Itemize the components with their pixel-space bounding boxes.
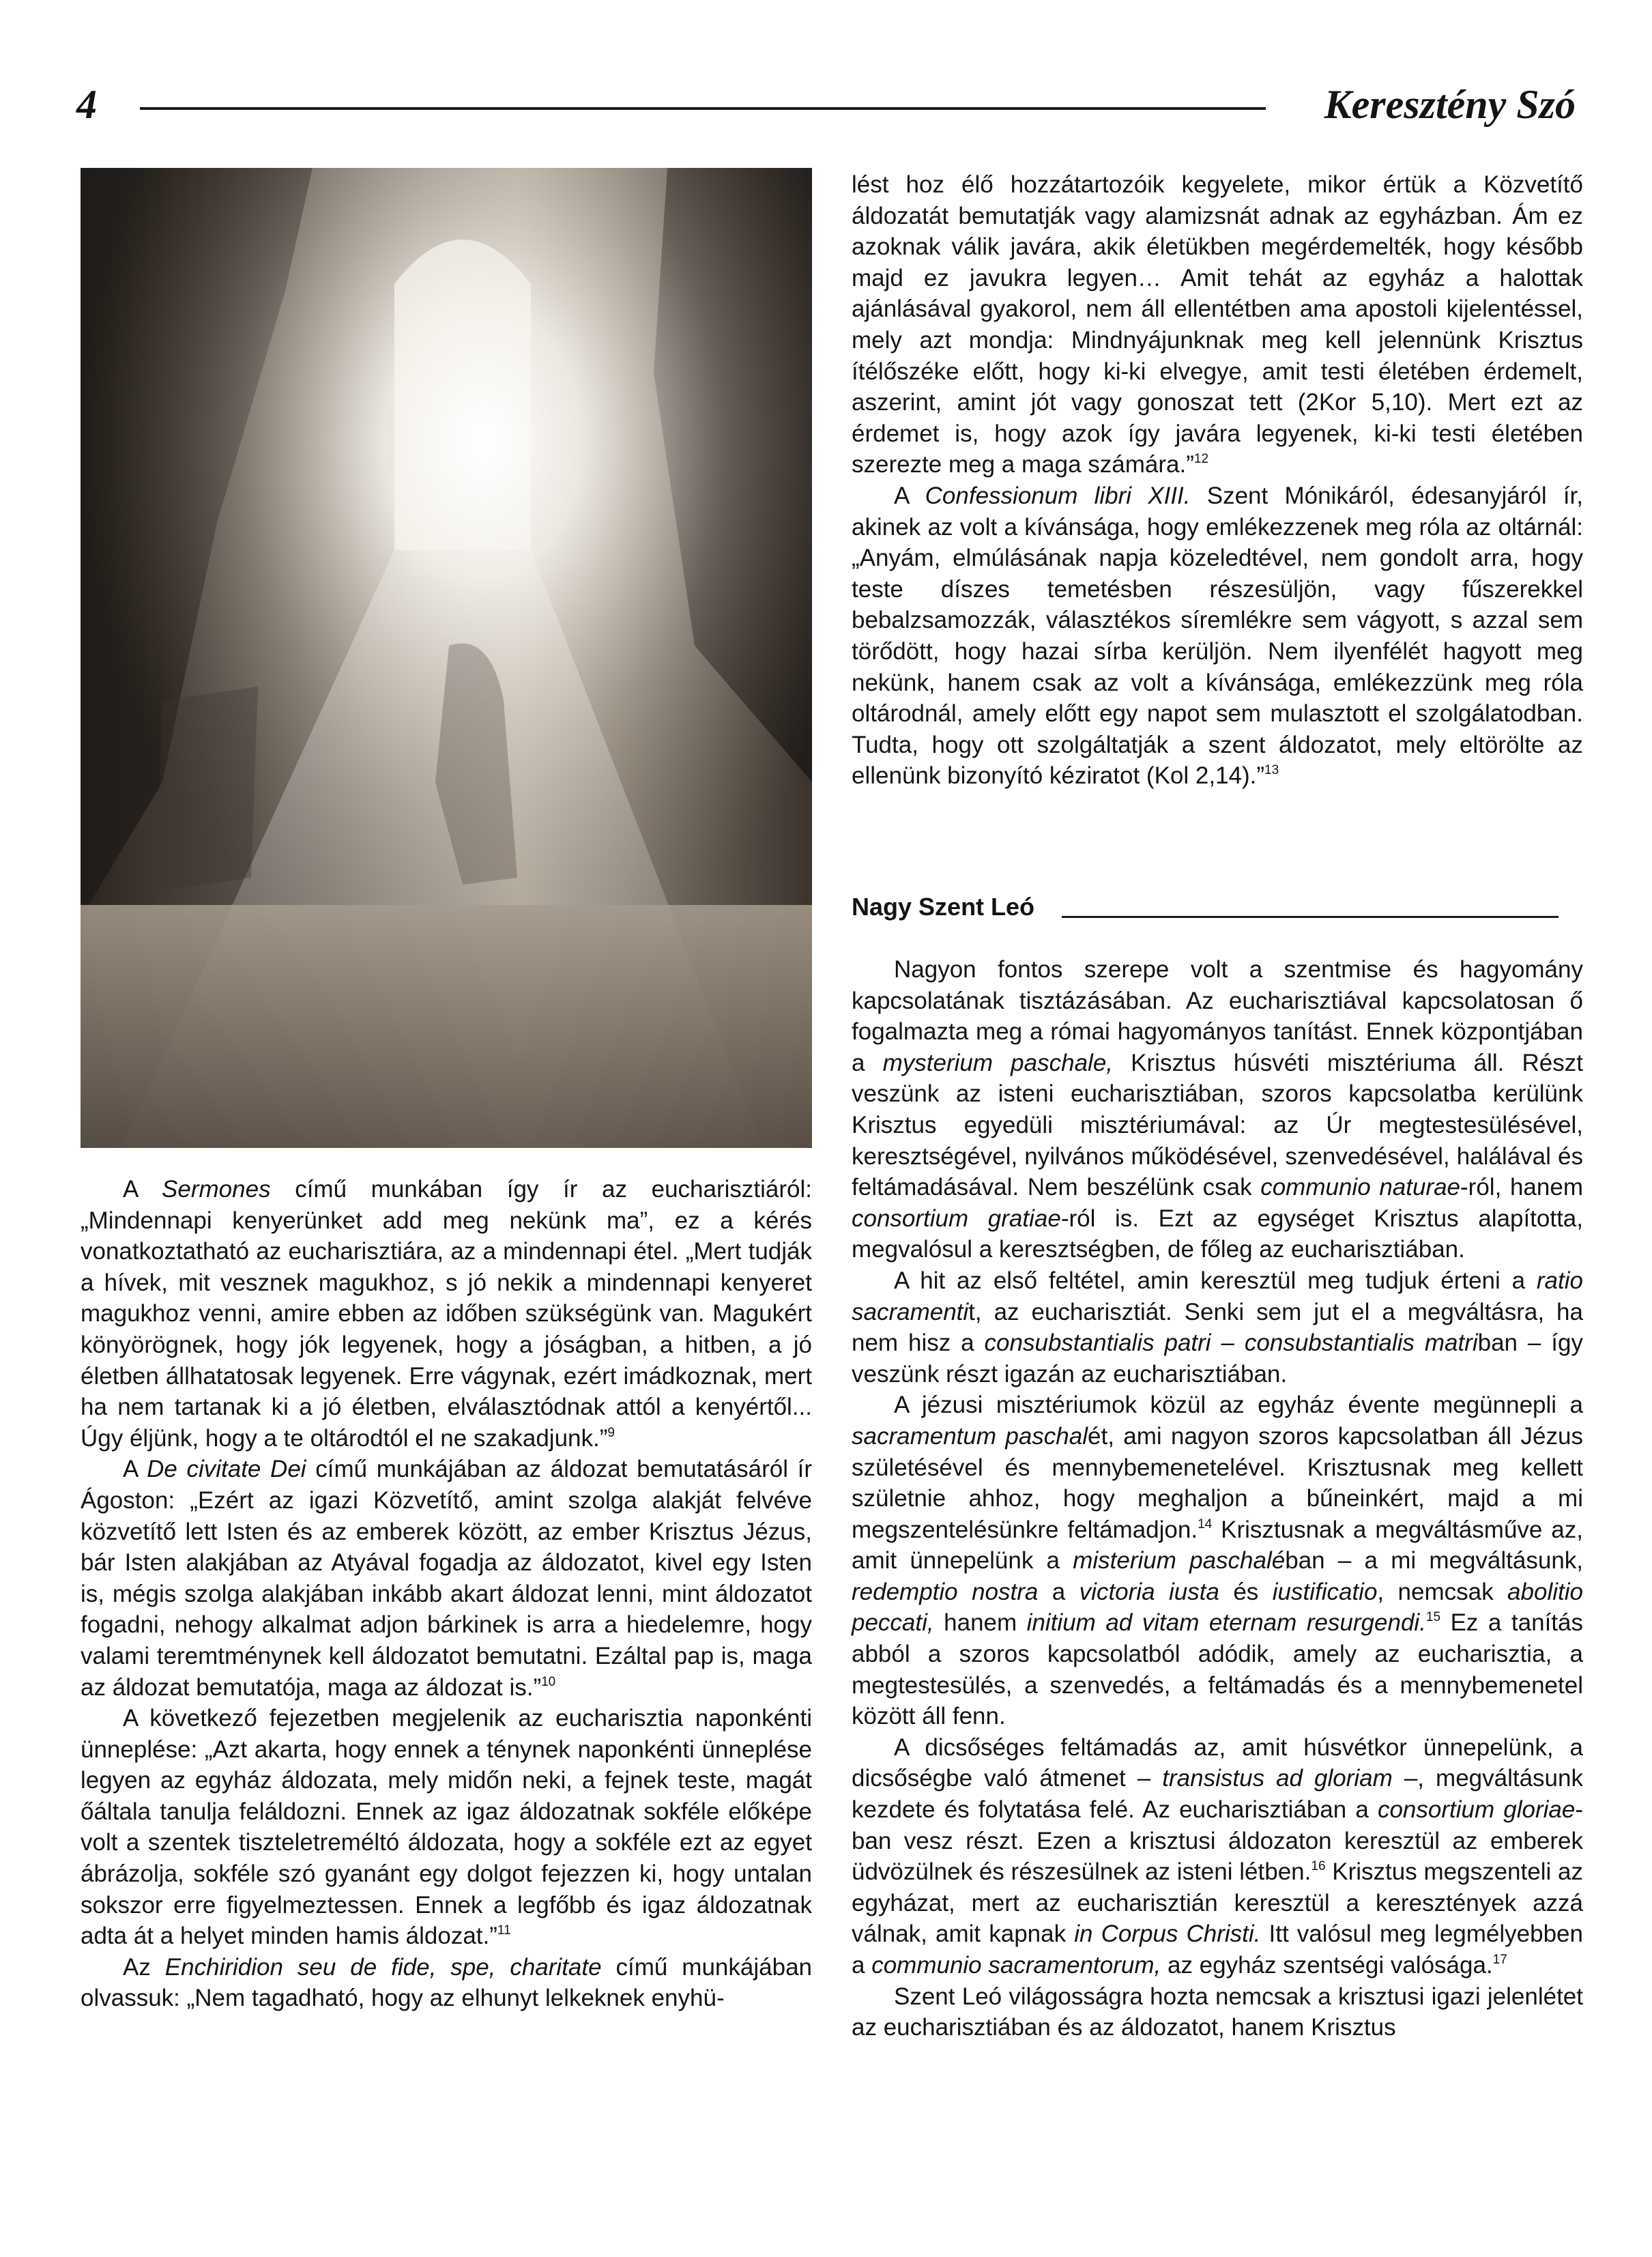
text-run: -ról, hanem: [1460, 1174, 1583, 1201]
church-window-photo: [81, 168, 812, 1148]
italic-text: consubstantialis patri – consubstantialis matri: [984, 1329, 1478, 1357]
text-run: lést hoz élő hozzátartozóik kegyelete, mikor értük a Közvetítő áldozatát bemutatják vagy alamizsnát adnak az egyházban. Ám ez azoknak válik javára, akik életükben megérdemelték, hogy később majd ez javukra legyen… Amit tehát az egyház a halottak ajánlásával gyakorol, nem áll ellentétben ama apostoli kijelentéssel, mely azt mondja: Mindnyájunknak meg kell jelennünk Krisztus ítélőszéke előtt, hogy ki-ki elvegye, amit testi életében érdemelt, aszerint, amint jót vagy gonoszat tett (2Kor 5,10). Mert ezt az érdemet is, hogy azok így javára legyenek, ki-ki testi életében szerezte meg a maga számára.”: [852, 171, 1583, 478]
text-run: Krisztus megszenteli az egyházat, mert az eucharisztián keresztül a keresztények azzá válnak, amit kapnak: [852, 1858, 1583, 1948]
text-run: A dicsőséges feltámadás az, amit húsvétkor ünnepelünk, a dicsőségbe való átmenet –: [852, 1734, 1583, 1792]
paragraph: [852, 1732, 1583, 1981]
section-heading: [852, 890, 1583, 928]
italic-text: mysterium paschale,: [882, 1049, 1114, 1076]
italic-text: Enchiridion seu de fide, spe, charitate: [164, 1953, 602, 1981]
paragraph: [81, 1952, 812, 2014]
text-run: és: [1219, 1578, 1273, 1605]
paragraph: [852, 1981, 1583, 2043]
running-title: Keresztény Szó: [1324, 82, 1576, 127]
text-run: Nagyon fontos szerepe volt a szentmise és hagyomány kapcsolatának tisztázásában. Az eucharisztiával kapcsolatosan ő fogalmazta meg a római hagyományos tanítást. Ennek központjában a: [852, 956, 1583, 1076]
header-rule: [140, 107, 1266, 110]
text-run: Ez a tanítás abból a szoros kapcsolatból adódik, amely az eucharisztia, a megtestesülés, a szenvedés, a feltámadás és a mennybemenetel között áll fenn.: [852, 1609, 1583, 1730]
paragraph: [852, 954, 1583, 1265]
church-window-light-image: [81, 168, 812, 1148]
italic-text: Sermones: [162, 1176, 271, 1203]
paragraph: [852, 169, 1583, 480]
text-run: A: [123, 1456, 147, 1483]
right-column-bottom-text: [852, 954, 1583, 2043]
text-run: -ban vesz részt. Ezen a krisztusi áldozaton keresztül az emberek üdvözülnek és részesülnek az isteni létben.: [852, 1796, 1583, 1886]
text-run: Krisztus húsvéti misztériuma áll. Részt veszünk az isteni eucharisztiában, szoros kapcsolatba kerülünk Krisztus egyedüli misztériumával: az Úr megtestesülésével, keresztségével, nyilvános működésével, szenvedésével, halálával és feltámadásával. Nem beszélünk csak: [852, 1049, 1583, 1201]
text-run: Az: [123, 1953, 165, 1981]
footnote-ref: 11: [497, 1923, 511, 1938]
paragraph: [81, 1703, 812, 1952]
italic-text: consortium gloriae: [1377, 1796, 1576, 1824]
left-column-text: [81, 1174, 812, 2014]
footnote-ref: 14: [1198, 1516, 1213, 1532]
paragraph: [81, 1454, 812, 1703]
text-run: A: [894, 482, 925, 509]
footnote-ref: 13: [1264, 763, 1279, 778]
italic-text: De civitate Dei: [147, 1456, 306, 1483]
paragraph: [852, 1265, 1583, 1390]
italic-text: misterium paschalé: [1073, 1547, 1286, 1575]
page-number: 4: [76, 82, 97, 127]
italic-text: ratio sacramenti: [852, 1267, 1583, 1325]
text-run: -ról is. Ezt az egységet Krisztus alapította, megvalósul a keresztségben, de főleg az eucharisztiában.: [852, 1205, 1583, 1263]
italic-text: victoria iusta: [1079, 1578, 1219, 1605]
text-run: című munkában így ír az eucharisztiáról: „Mindennapi kenyerünket add meg nekünk ma”, ez a kérés vonatkoztatható az eucharisztiára, az a mindennapi étel. „Mert tudják a hívek, mit vesznek magukhoz, s jó nekik a mindennapi kenyeret magukhoz venni, amire ebben az időben szükségünk van. Magukért könyörögnek, hogy jók legyenek, hogy a jóságban, a hitben, a jó életben állhatatosak legyenek. Erre vágynak, ezért imádkoznak, mert ha nem tartanak ki a jó életben, elválasztódnak attól a kenyértől... Úgy éljünk, hogy a te oltárodtól el ne szakadjunk.”: [81, 1176, 812, 1452]
italic-text: iustificatio: [1272, 1578, 1378, 1605]
italic-text: initium ad vitam eternam resurgendi.: [1026, 1609, 1426, 1637]
italic-text: redemptio nostra: [852, 1578, 1039, 1605]
text-run: A hit az első feltétel, amin keresztül meg tudjuk érteni a: [894, 1267, 1537, 1294]
italic-text: Confessionum libri XIII.: [925, 482, 1191, 509]
footnote-ref: 9: [607, 1425, 615, 1440]
footnote-ref: 16: [1311, 1859, 1326, 1874]
text-run: a: [1038, 1578, 1079, 1605]
footnote-ref: 10: [541, 1674, 556, 1689]
text-run: Itt valósul meg legmélyebben a: [852, 1921, 1583, 1979]
italic-text: sacramentum paschal: [852, 1422, 1088, 1450]
text-run: című munkájában olvassuk: „Nem tagadható, hogy az elhunyt lelkeknek enyhü-: [81, 1953, 812, 2012]
text-run: , nemcsak: [1377, 1578, 1508, 1605]
text-run: A következő fejezetben megjelenik az eucharisztia naponkénti ünneplése: „Azt akarta, hogy ennek a ténynek naponkénti ünneplése legyen az egyház áldozata, mely midőn neki, a fejnek teste, magát őáltala tanulja feláldozni. Ennek az igaz áldozatnak sokféle előképe volt a szentek tiszteletreméltó áldozata, hogy a sokféle ezt az egyet ábrázolja, sokféle szó gyanánt egy dolgot fejezzen ki, hogy untalan sokszor erre figyelmeztessen. Ennek a legfőbb és igaz áldozatnak adta át a helyet minden hamis áldozat.”: [81, 1705, 812, 1950]
right-column-top-text: [852, 169, 1583, 792]
section-rule: [1062, 916, 1559, 918]
text-run: t, az eucharisztiát. Senki sem jut el a megváltásra, ha nem hisz a: [852, 1298, 1583, 1357]
text-run: Szent Leó világosságra hozta nemcsak a krisztusi igazi jelenlétet az eucharisztiában és az áldozatot, hanem Krisztus: [852, 1983, 1583, 2041]
italic-text: communio naturae: [1260, 1174, 1461, 1201]
italic-text: communio sacramentorum,: [871, 1952, 1161, 1979]
italic-text: transistus ad gloriam: [1162, 1765, 1393, 1792]
paragraph: [852, 1390, 1583, 1732]
italic-text: abolitio peccati,: [852, 1578, 1583, 1637]
text-run: –, megváltásunk kezdete és folytatása felé. Az eucharisztiában a: [852, 1765, 1583, 1824]
text-run: A jézusi misztériumok közül az egyház évente megünnepli a: [894, 1392, 1583, 1419]
text-run: ban – így veszünk részt igazán az eucharisztiában.: [852, 1329, 1583, 1388]
footnote-ref: 17: [1492, 1953, 1507, 1967]
italic-text: consortium gratiae: [852, 1205, 1061, 1232]
text-run: Szent Mónikáról, édesanyjáról ír, akinek az volt a kívánsága, hogy emlékezzenek meg róla az oltárnál: „Anyám, elmúlásának napja közeledtével, nem gondolt arra, hogy teste díszes temetésben részesüljön, vagy fűszerekkel bebalzsamozzák, választékos síremlékre sem vágyott, s azzal sem törődött, hogy hazai sírba kerüljön. Nem ilyenfélét hagyott meg nekünk, hanem csak az volt a kívánsága, emlékezzünk meg róla oltárodnál, amely előtt egy napot sem mulasztott el szolgálatodban. Tudta, hogy ott szolgáltatják a szent áldozatot, mely eltörölte az ellenünk bizonyító kéziratot (Kol 2,14).”: [852, 482, 1583, 790]
text-run: Krisztusnak a megváltásműve az, amit ünnepelünk a: [852, 1516, 1583, 1575]
text-run: ban – a mi megváltásunk,: [1285, 1547, 1584, 1575]
paragraph: [852, 480, 1583, 792]
text-run: A: [123, 1176, 162, 1203]
paragraph: [81, 1174, 812, 1454]
footnote-ref: 15: [1425, 1610, 1441, 1625]
section-title: Nagy Szent Leó: [852, 893, 1035, 921]
text-run: ét, ami nagyon szoros kapcsolatban áll Jézus születésével és mennybemenetelével. Krisztusnak meg kellett születnie ahhoz, hogy meghaljon a bűneinkért, majd a mi megszentelésünkre feltámadjon.: [852, 1422, 1583, 1543]
text-run: című munkájában az áldozat bemutatásáról ír Ágoston: „Ezért az igazi Közvetítő, amint szolga alakját felvéve közvetítő lett Isten és az emberek között, az ember Krisztus Jézus, bár Isten alakjában az Atyával fogadja az áldozatot, kivel egy Isten is, mégis szolga alakjában inkább akart áldozat lenni, mint áldozatot fogadni, nehogy alkalmat adjon bárkinek is arra a hiedelemre, hogy valami teremtménynek kell áldozatot bemutatni. Ezáltal pap is, maga az áldozat bemutatója, maga az áldozat is.”: [81, 1456, 813, 1701]
text-run: az egyház szentségi valósága.: [1161, 1952, 1493, 1979]
text-run: hanem: [933, 1609, 1027, 1637]
footnote-ref: 12: [1193, 452, 1209, 467]
italic-text: in Corpus Christi.: [1074, 1921, 1261, 1948]
